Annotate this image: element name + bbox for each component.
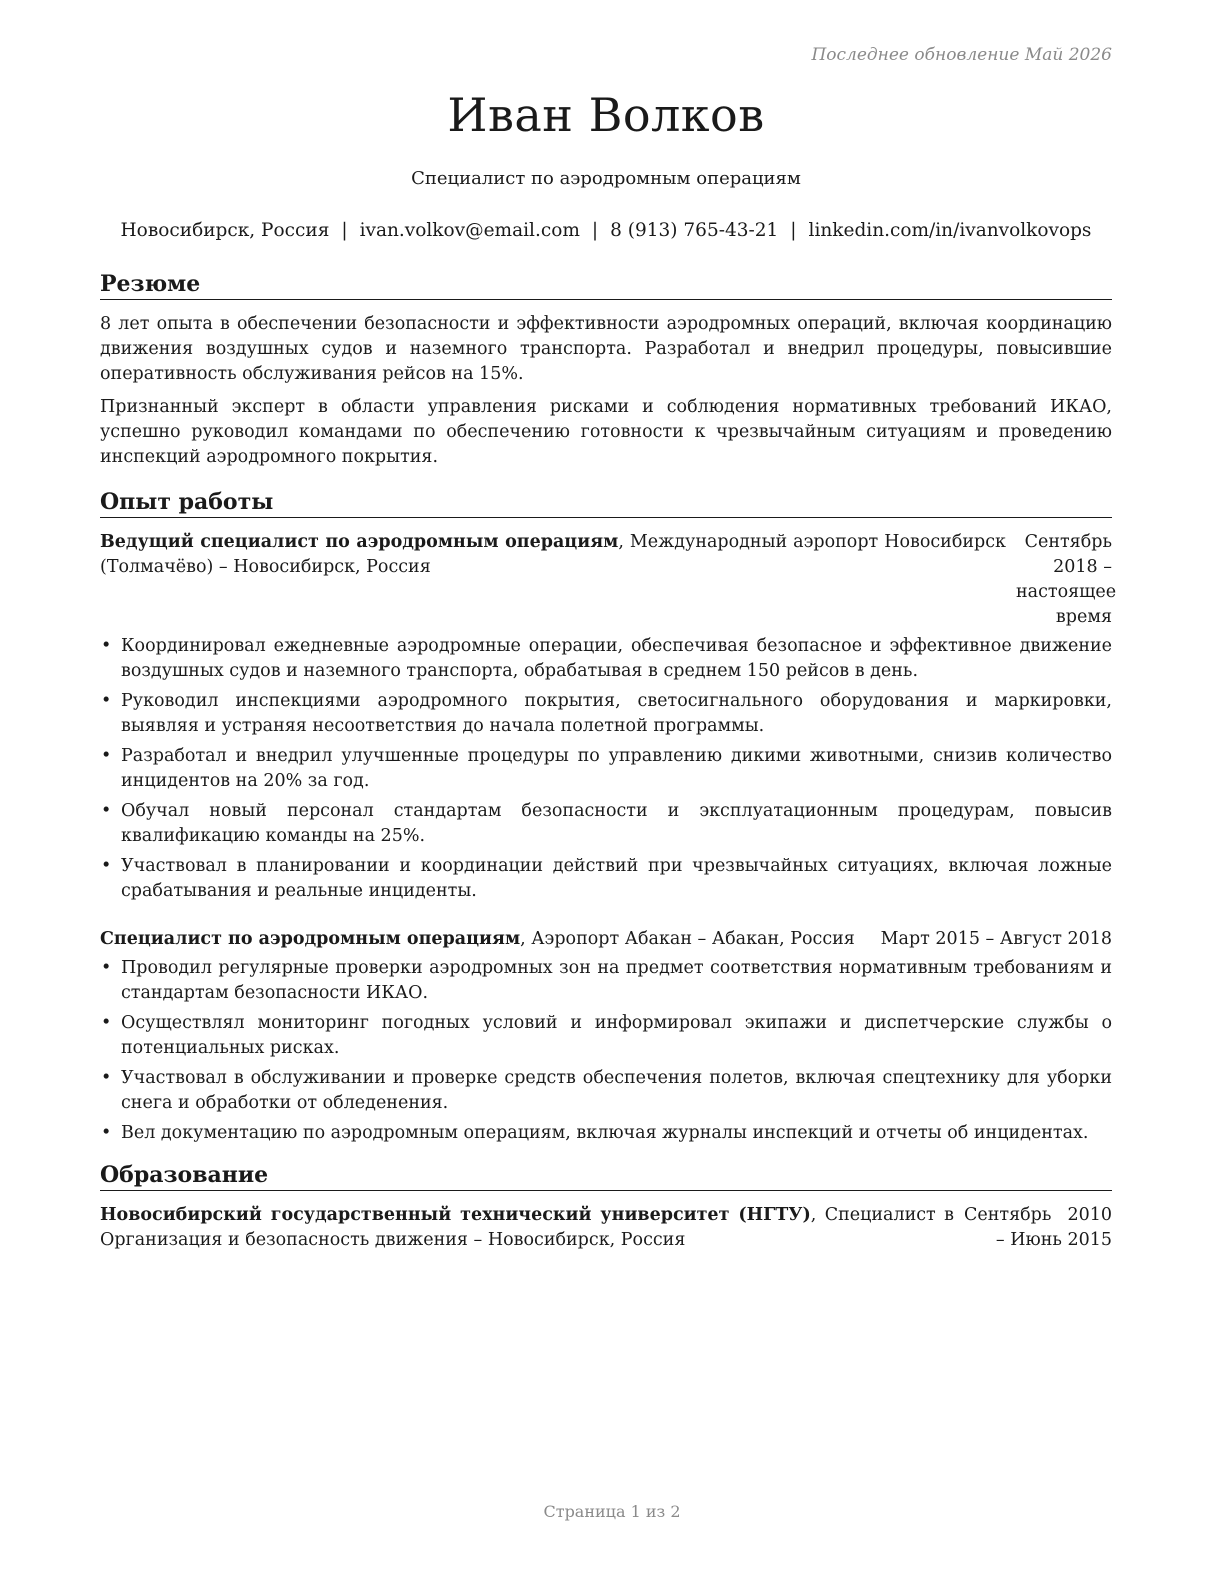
summary-paragraph: 8 лет опыта в обеспечении безопасности и эффективности аэродромных операций, включая координацию движения воздушных судов и наземного транспорта. Разработал и внедрил процедуры, повысившие оперативность обслуживания рейсов на 15%. <box>100 314 1112 384</box>
job-role: Ведущий специалист по аэродромным операциям <box>100 532 619 552</box>
last-updated: Последнее обновление Май 2026 <box>811 45 1112 65</box>
education-dates: Сентябрь 2010 – Июнь 2015 <box>964 1205 1112 1250</box>
job-bullet: • Вел документацию по аэродромным операциям, включая журналы инспекций и отчеты об инцидентах. <box>100 1121 1112 1146</box>
job-bullet: • Руководил инспекциями аэродромного покрытия, светосигнального оборудования и маркировки, выявляя и устраняя несоответствия до начала полетной программы. <box>100 689 1112 739</box>
job-header <box>100 927 1112 952</box>
job-bullets <box>100 956 1112 1146</box>
experience-heading: Опыт работы <box>100 488 1112 518</box>
job-bullet: • Осуществлял мониторинг погодных условий и информировал экипажи и диспетчерские службы о потенциальных рисках. <box>100 1011 1112 1061</box>
summary-paragraph: Признанный эксперт в области управления рисками и соблюдения нормативных требований ИКАО, успешно руководил командами по обеспечению готовности к чрезвычайным ситуациям и проведению инспекций аэродромного покрытия. <box>100 397 1112 467</box>
job-role: Специалист по аэродромным операциям <box>100 929 521 949</box>
job-entry <box>100 927 1112 1146</box>
job-bullet: • Участвовал в обслуживании и проверке средств обеспечения полетов, включая спецтехнику для уборки снега и обработки от обледенения. <box>100 1066 1112 1116</box>
resume-body <box>100 270 1117 1253</box>
education-heading: Образование <box>100 1161 1112 1191</box>
education-details: , Специалист в Организация и безопасность движения – Новосибирск, Россия <box>100 1205 954 1250</box>
contact-separator: | <box>341 220 348 241</box>
summary-heading: Резюме <box>100 270 1112 300</box>
education-institution: Новосибирский государственный технический университет (НГТУ) <box>100 1205 811 1225</box>
job-entry <box>100 530 1117 904</box>
candidate-title: Специалист по аэродромным операциям <box>411 168 801 189</box>
education-header <box>100 1203 1112 1253</box>
job-bullet: • Участвовал в планировании и координации действий при чрезвычайных ситуациях, включая ложные срабатывания и реальные инциденты. <box>100 854 1112 904</box>
candidate-name: Иван Волков <box>447 88 765 142</box>
contact-separator: | <box>790 220 797 241</box>
job-bullet: • Обучал новый персонал стандартам безопасности и эксплуатационным процедурам, повысив квалификацию команды на 25%. <box>100 799 1112 849</box>
job-bullet: • Разработал и внедрил улучшенные процедуры по управлению дикими животными, снизив количество инцидентов на 20% за год. <box>100 744 1112 794</box>
contact-linkedin[interactable]: linkedin.com/in/ivanvolkovops <box>808 220 1092 241</box>
job-bullet: • Проводил регулярные проверки аэродромных зон на предмет соответствия нормативным требованиям и стандартам безопасности ИКАО. <box>100 956 1112 1006</box>
contact-email[interactable]: ivan.volkov@email.com <box>359 220 580 241</box>
contact-location: Новосибирск, Россия <box>120 220 330 241</box>
education-entry <box>100 1203 1112 1253</box>
job-dates: Сентябрь 2018 – настоящее время <box>1016 532 1117 627</box>
job-bullets <box>100 634 1112 904</box>
contact-line <box>60 220 1152 241</box>
job-org: , Международный аэропорт Новосибирск (Толмачёво) – Новосибирск, Россия <box>100 532 1006 577</box>
job-bullet: • Координировал ежедневные аэродромные операции, обеспечивая безопасное и эффективное движение воздушных судов и наземного транспорта, обрабатывая в среднем 150 рейсов в день. <box>100 634 1112 684</box>
job-org: , Аэропорт Абакан – Абакан, Россия <box>520 929 855 949</box>
page-number: Страница 1 из 2 <box>543 1502 681 1521</box>
contact-separator: | <box>591 220 599 241</box>
job-header <box>100 530 1117 630</box>
contact-phone[interactable]: 8 (913) 765-43-21 <box>610 220 779 241</box>
job-dates: Март 2015 – Август 2018 <box>880 929 1112 949</box>
